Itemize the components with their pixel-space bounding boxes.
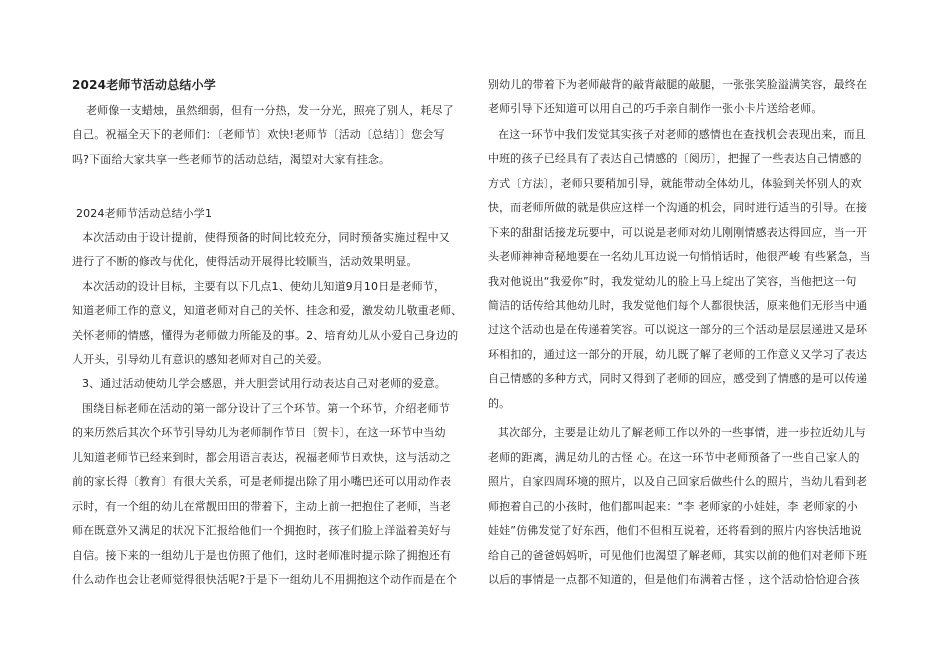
paragraph-line: 的。: [488, 397, 511, 410]
paragraph-line: 老师像一支蜡烛，虽然细弱，但有一分热，发一分光，照亮了别人，耗尽了: [86, 104, 454, 117]
paragraph-line: 别幼儿的带着下为老师敲背的敲背敲腿的敲腿，一张张笑脸溢满笑容，最终在: [488, 78, 868, 91]
paragraph-line: 简洁的话传给其他幼儿时，我发觉他们每个人都很快活，原来他们无形当中通: [488, 299, 868, 312]
paragraph-line: 照片，自家四周环境的照片，以及自己回家后做些什么的照片，当幼儿看到老: [488, 475, 868, 488]
paragraph-line: 娃娃”仿佛发觉了好东西，他们不但相互说着，还将看到的照片内容快活地说: [488, 524, 862, 537]
paragraph-line: 围绕目标老师在活动的第一部分设计了三个环节。第一个环节，介绍老师节: [82, 402, 450, 415]
section-heading: 2024老师节活动总结小学1: [76, 207, 213, 220]
paragraph-line: 下来的甜甜话接龙玩要中，可以说是老师对幼儿刚刚情感表达得回应，当一开: [488, 226, 868, 239]
paragraph-line: 本次活动的设计目标，主要有以下几点1、使幼儿知道9月10日是老师节，: [82, 280, 446, 293]
paragraph-line: 本次活动由于设计提前，使得预备的时间比较充分，同时预备实施过程中又: [82, 231, 450, 244]
paragraph-line: 在这一环节中我们发觉其实孩子对老师的感情也在查找机会表现出来，而且: [498, 128, 866, 141]
paragraph-line: 人开头，引导幼儿有意识的感知老师对自己的关爱。: [72, 353, 329, 366]
paragraph-line: 自信。接下来的一组幼儿于是也仿照了他们，这时老师准时提示除了拥抱还有: [72, 549, 452, 562]
paragraph-line: 示时，有一个组的幼儿在常靓田田的带着下，主动上前一把抱住了老师，当老: [72, 500, 452, 513]
paragraph-line: 儿知道老师节已经来到时，都会用语言表达，祝福老师节日欢快，这与活动之: [72, 451, 452, 464]
paragraph-line: 吗?下面给大家共享一些老师节的活动总结，渴望对大家有挂念。: [72, 153, 391, 166]
paragraph-line: 环相扣的，通过这一部分的开展，幼儿既了解了老师的工作意义又学习了表达: [488, 348, 868, 361]
paragraph-line: 前的家长得〔教育〕有很大关系，可是老师提出除了用小嘴巴还可以用动作表: [72, 475, 452, 488]
paragraph-line: 过这个活动也是在传递着笑容。可以说这一部分的三个活动是层层递进又是环: [488, 323, 868, 336]
paragraph-line: 快，而老师所做的就是供应这样一个沟通的机会，同时进行适当的引导。在接: [488, 201, 868, 214]
paragraph-line: 以后的事情是一点都不知道的，但是他们布满着古怪 ，这个活动恰恰迎合孩: [488, 573, 860, 586]
paragraph-line: 老师引导下还知道可以用自己的巧手亲自制作一张小卡片送给老师。: [488, 102, 823, 115]
paragraph-line: 中班的孩子已经具有了表达自己情感的〔阅历〕，把握了一些表达自己情感的: [488, 152, 862, 165]
paragraph-line: 我对他说出“我爱你”时，我发觉幼儿的脸上马上绽出了笑容，当他把这一句: [488, 275, 857, 288]
paragraph-line: 进行了不断的修改与优化，使得活动开展得比较顺当，活动效果明显。: [72, 255, 418, 268]
document-title: 2024老师节活动总结小学: [72, 78, 216, 92]
paragraph-line: 方式〔方法〕，老师只要稍加引导，就能带动全体幼儿，体验到关怀别人的欢: [488, 177, 862, 190]
paragraph-line: 给自己的爸爸妈妈听，可见他们也渴望了解老师，其实以前的他们对老师下班: [488, 549, 868, 562]
paragraph-line: 头老师神神奇秘地要在一名幼儿耳边说一句悄悄话时，他很严峻 有些紧急，当: [488, 250, 871, 263]
paragraph-line: 3、通过活动使幼儿学会感恩，并大胆尝试用行动表达自己对老师的爱意。: [82, 377, 446, 390]
paragraph-line: 师抱着自己的小孩时，他们都叫起来：“李 老师家的小娃娃，李 老师家的小: [488, 500, 858, 513]
paragraph-line: 师在既意外又满足的状况下汇报给他们一个拥抱时，孩子们脸上洋溢着美好与: [72, 524, 452, 537]
paragraph-line: 自己情感的多种方式，同时又得到了老师的回应，感受到了情感的是可以传递: [488, 372, 868, 385]
paragraph-line: 其次部分，主要是让幼儿了解老师工作以外的一些事情，进一步拉近幼儿与: [498, 426, 866, 439]
paragraph-line: 什么动作也会让老师觉得很快活呢?于是下一组幼儿不用拥抱这个动作而是在个: [72, 573, 458, 586]
paragraph-line: 的来历然后其次个环节引导幼儿为老师制作节日〔贺卡〕，在这一环节中当幼: [72, 426, 446, 439]
paragraph-line: 自己。祝福全天下的老师们：〔老师节〕欢快!老师节〔活动〔总结〕〕您会写: [72, 128, 445, 141]
paragraph-line: 老师的距离，满足幼儿的古怪 心。在这一环节中老师预备了一些自己家人的: [488, 451, 860, 464]
paragraph-line: 关怀老师的情感，懂得为老师做力所能及的事。2、培育幼儿从小爱自己身边的: [72, 329, 459, 342]
paragraph-line: 知道老师工作的意义，知道老师对自己的关怀、挂念和爱，激发幼儿敬重老师、: [72, 304, 463, 317]
